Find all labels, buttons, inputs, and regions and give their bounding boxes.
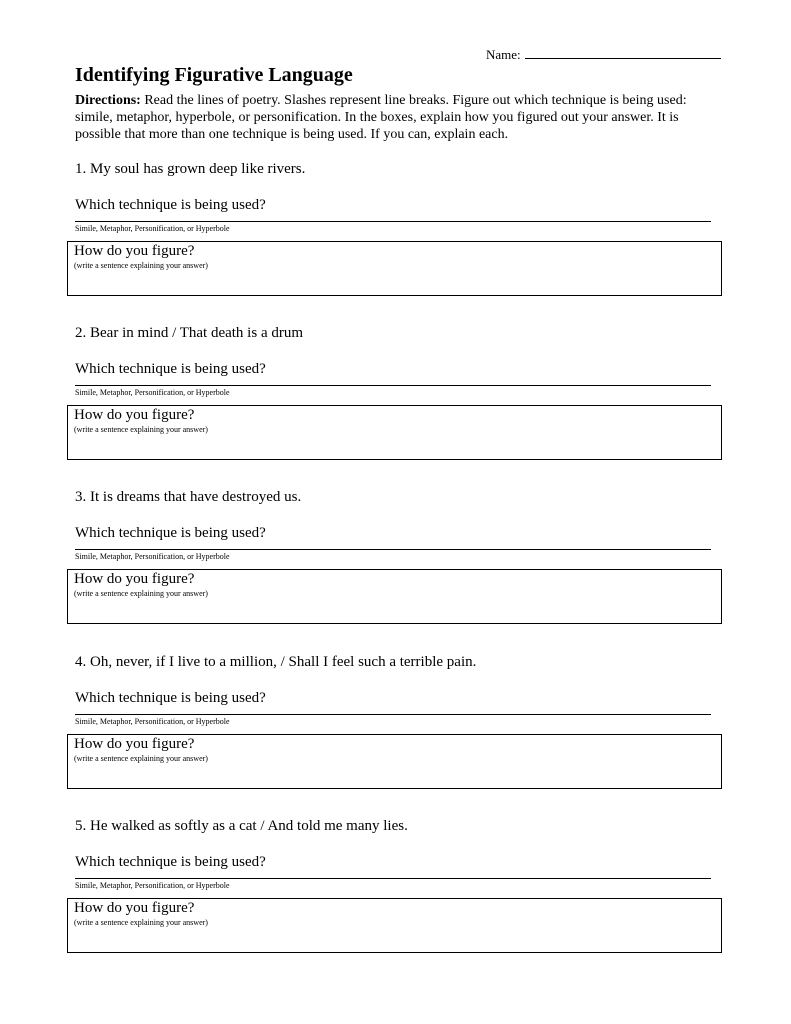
explanation-box-title: How do you figure? — [74, 407, 195, 423]
question-prompt: 1. My soul has grown deep like rivers. — [75, 161, 306, 177]
explanation-box-hint: (write a sentence explaining your answer) — [74, 589, 208, 598]
explanation-box-hint: (write a sentence explaining your answer) — [74, 261, 208, 270]
question-1 — [75, 160, 735, 324]
technique-hint: Simile, Metaphor, Personification, or Hyperbole — [75, 552, 230, 561]
explanation-box-title: How do you figure? — [74, 736, 195, 752]
explanation-box-title: How do you figure? — [74, 243, 195, 259]
directions-label: Directions: — [75, 93, 141, 108]
technique-answer-line[interactable] — [75, 549, 711, 550]
explanation-box-title: How do you figure? — [74, 900, 195, 916]
technique-hint: Simile, Metaphor, Personification, or Hyperbole — [75, 881, 230, 890]
page-title: Identifying Figurative Language — [75, 64, 353, 86]
question-4 — [75, 653, 735, 817]
explanation-box-title: How do you figure? — [74, 571, 195, 587]
name-label: Name: — [486, 47, 521, 62]
directions-text: Read the lines of poetry. Slashes represent line breaks. Figure out which technique is being used: simile, metaphor, hyperbole, or personification. In the boxes, explain how you figured out your answer. It is possible that more than one technique is being used. If you can, explain each. — [75, 93, 687, 142]
technique-answer-line[interactable] — [75, 714, 711, 715]
technique-hint: Simile, Metaphor, Personification, or Hyperbole — [75, 717, 230, 726]
question-3 — [75, 488, 735, 652]
explanation-box-hint: (write a sentence explaining your answer) — [74, 754, 208, 763]
name-field — [486, 46, 721, 63]
question-prompt: 4. Oh, never, if I live to a million, / Shall I feel such a terrible pain. — [75, 654, 477, 670]
explanation-box-hint: (write a sentence explaining your answer) — [74, 918, 208, 927]
question-prompt: 2. Bear in mind / That death is a drum — [75, 325, 304, 341]
question-prompt: 3. It is dreams that have destroyed us. — [75, 489, 302, 505]
question-2 — [75, 324, 735, 488]
directions-paragraph — [75, 92, 725, 143]
technique-question: Which technique is being used? — [75, 690, 266, 706]
technique-answer-line[interactable] — [75, 878, 711, 879]
technique-answer-line[interactable] — [75, 221, 711, 222]
technique-hint: Simile, Metaphor, Personification, or Hyperbole — [75, 388, 230, 397]
name-blank-line[interactable] — [525, 46, 721, 59]
technique-answer-line[interactable] — [75, 385, 711, 386]
explanation-box-hint: (write a sentence explaining your answer) — [74, 425, 208, 434]
explanation-box[interactable] — [67, 569, 722, 624]
technique-question: Which technique is being used? — [75, 854, 266, 870]
technique-question: Which technique is being used? — [75, 525, 266, 541]
explanation-box[interactable] — [67, 898, 722, 953]
question-5 — [75, 817, 735, 981]
technique-hint: Simile, Metaphor, Personification, or Hyperbole — [75, 224, 230, 233]
explanation-box[interactable] — [67, 734, 722, 789]
question-prompt: 5. He walked as softly as a cat / And told me many lies. — [75, 818, 408, 834]
explanation-box[interactable] — [67, 405, 722, 460]
explanation-box[interactable] — [67, 241, 722, 296]
technique-question: Which technique is being used? — [75, 361, 266, 377]
technique-question: Which technique is being used? — [75, 197, 266, 213]
